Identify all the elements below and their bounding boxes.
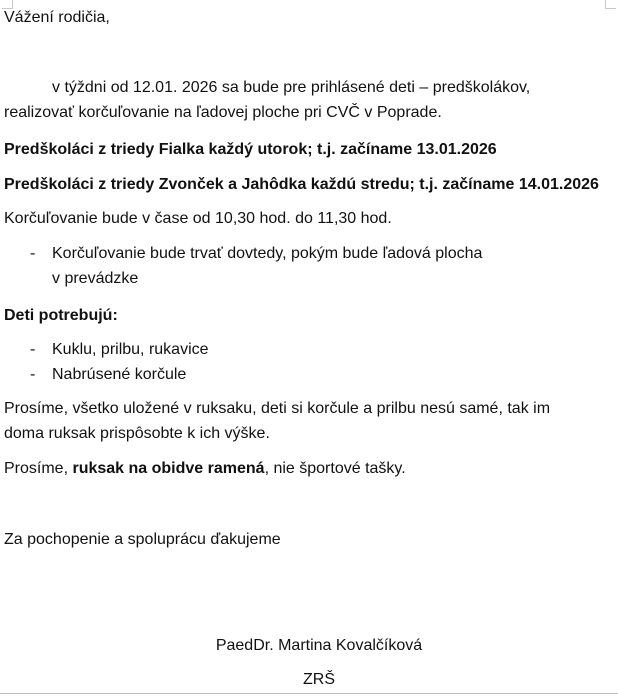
backpack-line-2: doma ruksak prispôsobte k ich výške. — [4, 425, 270, 442]
page-bottom-divider — [0, 693, 618, 694]
bags-prefix: Prosíme, — [4, 460, 73, 477]
needs-item-helmet: Kuklu, prilbu, rukavice — [52, 341, 209, 358]
group-fialka: Predškoláci z triedy Fialka každý utorok; t.j. začíname 13.01.2026 — [4, 141, 497, 158]
group-zvoncek-jahodka: Predškoláci z triedy Zvonček a Jahôdka každú stredu; t.j. začíname 14.01.2026 — [4, 176, 599, 193]
bags-note — [4, 459, 406, 479]
thanks: Za pochopenie a spoluprácu ďakujeme — [4, 531, 281, 548]
duration-line-1: Korčuľovanie bude trvať dovtedy, pokým bude ľadová plocha — [52, 245, 483, 262]
margin-corner-mark-right — [605, 0, 616, 9]
bags-suffix: , nie športové tašky. — [264, 460, 406, 477]
bullet-dash: - — [30, 245, 36, 262]
skating-time: Korčuľovanie bude v čase od 10,30 hod. do 11,30 hod. — [4, 210, 392, 227]
bullet-dash: - — [30, 366, 36, 383]
signature-title: ZRŠ — [303, 671, 335, 688]
greeting: Vážení rodičia, — [4, 9, 110, 26]
signature-name: PaedDr. Martina Kovalčíková — [215, 637, 423, 654]
bags-bold: ruksak na obidve ramená — [72, 460, 265, 477]
needs-heading: Deti potrebujú: — [4, 307, 118, 324]
needs-item-skates: Nabrúsené korčule — [52, 366, 187, 383]
intro-line-2: realizovať korčuľovanie na ľadovej ploche pri CVČ v Poprade. — [4, 104, 442, 121]
intro-line-1: v týždni od 12.01. 2026 sa bude pre prihlásené deti – predškolákov, — [52, 79, 531, 96]
backpack-line-1: Prosíme, všetko uložené v ruksaku, deti si korčule a prilbu nesú samé, tak im — [4, 400, 551, 417]
duration-line-2: v prevádzke — [52, 270, 139, 287]
bullet-dash: - — [30, 341, 36, 358]
